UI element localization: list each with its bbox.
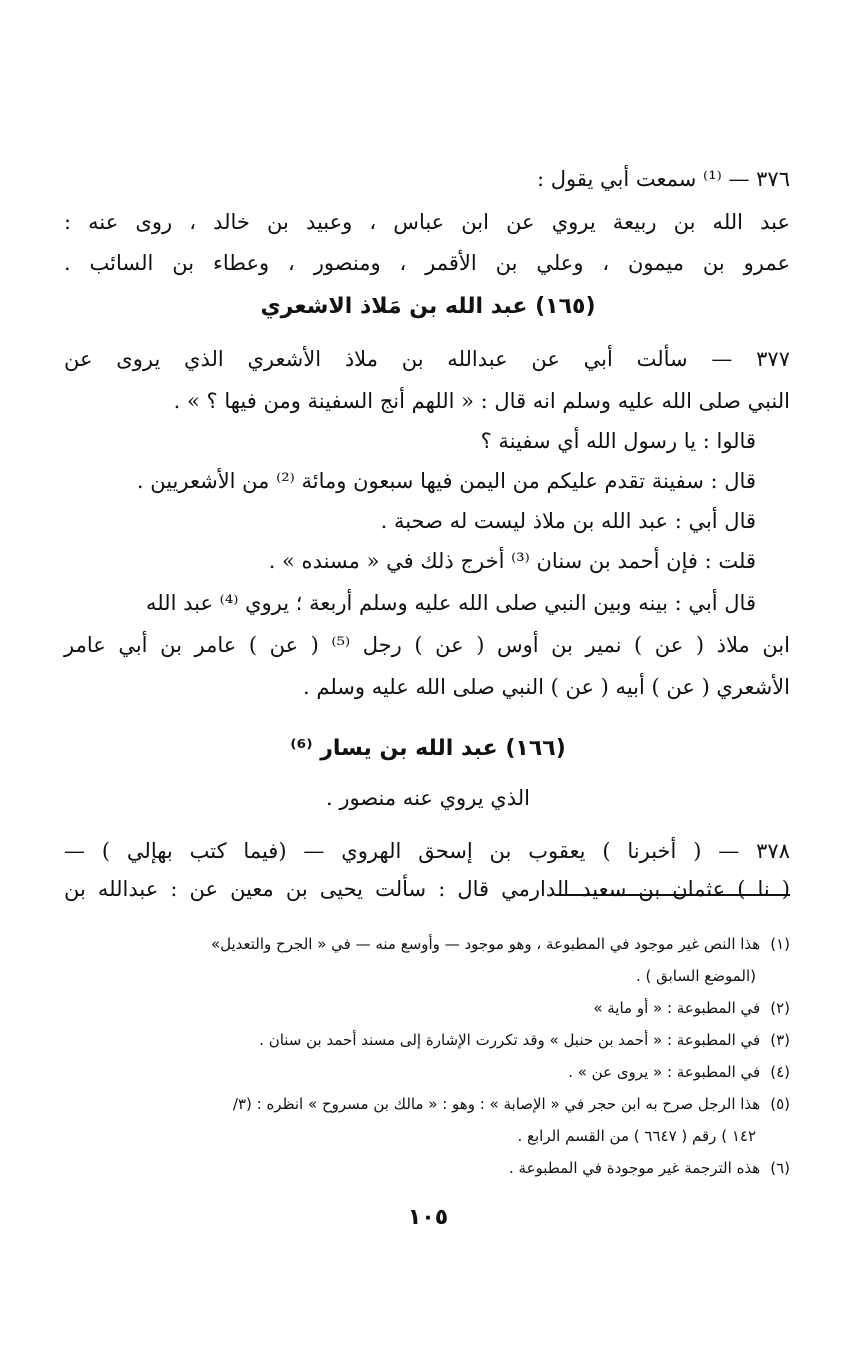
footnote-6 <box>509 1159 790 1177</box>
footnote-number: (٣) <box>770 1031 790 1049</box>
footnote-3 <box>259 1031 790 1049</box>
entry-378-line-1: ٣٧٨ — ( أخبرنا ) يعقوب بن إسحق الهروي — (فيما كتب بهإلي ) — <box>64 839 790 863</box>
subheading-166: الذي يروي عنه منصور . <box>326 786 530 810</box>
footnote-5 <box>233 1095 790 1113</box>
footnote-number: (٤) <box>770 1063 790 1081</box>
entry-377-line-5: قال أبي : عبد الله بن ملاذ ليست له صحبة . <box>380 509 756 533</box>
footnote-5-continued: ١٤٢ ) رقم ( ٦٦٤٧ ) من القسم الرابع . <box>517 1127 756 1145</box>
entry-376-line-2: عبد الله بن ربيعة يروي عن ابن عباس ، وعبيد بن خالد ، روى عنه : <box>64 210 790 234</box>
footnote-text: في المطبوعة : « يروى عن » . <box>568 1063 761 1081</box>
footnote-1 <box>211 935 790 953</box>
entry-377-line-8: ابن ملاذ ( عن ) نمير بن أوس ( عن ) رجل ⁽⁵⁾ ( عن ) عامر بن أبي عامر <box>64 633 790 657</box>
entry-377-line-7: قال أبي : بينه وبين النبي صلى الله عليه وسلم أربعة ؛ يروي ⁽⁴⁾ عبد الله <box>145 591 756 615</box>
entry-378-line-2: ( نا ) عثمان بن سعيد الدارمي قال : سألت يحيى بن معين عن : عبدالله بن <box>64 877 790 901</box>
entry-377-line-1: ٣٧٧ — سألت أبي عن عبدالله بن ملاذ الأشعري الذي يروى عن <box>64 347 790 371</box>
footnote-number: (٥) <box>770 1095 790 1113</box>
entry-376-line-1: ٣٧٦ — ⁽¹⁾ سمعت أبي يقول : <box>537 167 790 191</box>
footnote-number: (١) <box>770 935 790 953</box>
footnote-text: هذه الترجمة غير موجودة في المطبوعة . <box>509 1159 761 1177</box>
footnote-text: في المطبوعة : « أحمد بن حنبل » وقد تكررت الإشارة إلى مسند أحمد بن سنان . <box>259 1031 761 1049</box>
entry-377-line-2: النبي صلى الله عليه وسلم انه قال : « اللهم أنج السفينة ومن فيها ؟ » . <box>173 389 790 413</box>
heading-166: (١٦٦) عبد الله بن يسار ⁽⁶⁾ <box>290 736 566 761</box>
entry-377-line-4: قال : سفينة تقدم عليكم من اليمن فيها سبعون ومائة ⁽²⁾ من الأشعريين . <box>136 469 756 493</box>
footnote-text: في المطبوعة : « أو ماية » <box>593 999 761 1017</box>
footnote-number: (٢) <box>770 999 790 1017</box>
footnote-4 <box>568 1063 790 1081</box>
footnote-2 <box>593 999 790 1017</box>
footnote-text: هذا النص غير موجود في المطبوعة ، وهو موجود — وأوسع منه — في « الجرح والتعديل» <box>210 935 761 953</box>
footnote-separator <box>558 894 790 896</box>
entry-377-line-6: قلت : فإن أحمد بن سنان ⁽³⁾ أخرج ذلك في « مسنده » . <box>268 549 756 573</box>
entry-377-line-9: الأشعري ( عن ) أبيه ( عن ) النبي صلى الله عليه وسلم . <box>303 675 790 699</box>
heading-165: (١٦٥) عبد الله بن مَلاذ الاشعري <box>260 294 596 319</box>
footnote-text: هذا الرجل صرح به ابن حجر في « الإصابة » : وهو : « مالك بن مسروح » انظره : (٣/ <box>232 1095 761 1113</box>
footnote-number: (٦) <box>770 1159 790 1177</box>
entry-376-line-3: عمرو بن ميمون ، وعلي بن الأقمر ، ومنصور ، وعطاء بن السائب . <box>64 251 790 275</box>
entry-377-line-3: قالوا : يا رسول الله أي سفينة ؟ <box>480 429 756 453</box>
page-number: ١٠٥ <box>407 1205 449 1230</box>
footnote-1-continued: (الموضع السابق ) . <box>635 967 756 985</box>
